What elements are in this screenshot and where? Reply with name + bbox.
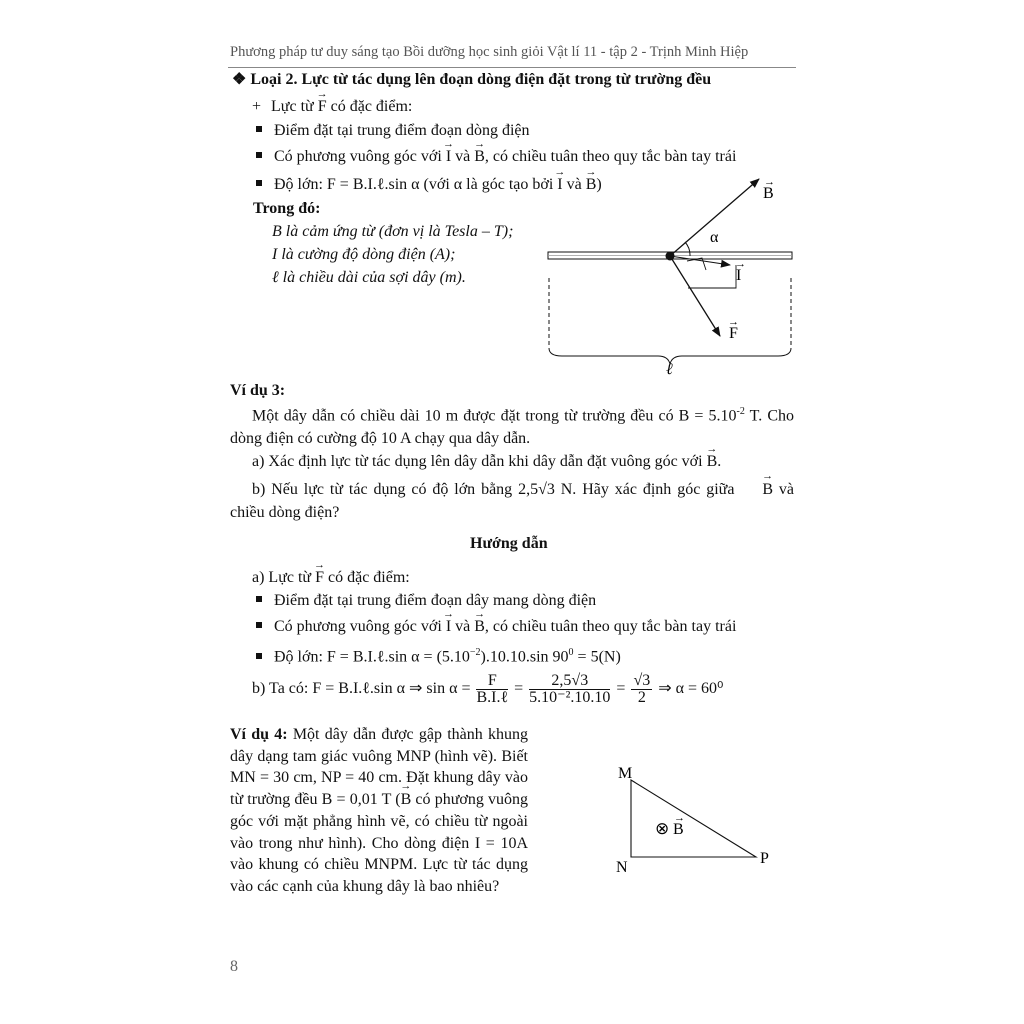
square-bullet-icon: [256, 596, 262, 602]
label-B: B: [763, 185, 774, 202]
triangle-MNP: [631, 780, 756, 857]
example3-title: Ví dụ 3:: [230, 382, 286, 399]
solution-intro: a) Lực từ → F có đặc điểm:: [252, 568, 410, 588]
example3-question-b: b) Nếu lực từ tác dụng có độ lớn bằng 2,5√3 N. Hãy xác định góc giữa → B và chiều dòng điện?: [230, 478, 794, 524]
diamond-bullet-icon: ❖: [232, 71, 247, 88]
solution-title: Hướng dẫn: [470, 535, 548, 552]
square-bullet-icon: [256, 180, 262, 186]
vector-B: → B: [401, 789, 412, 811]
vector-I: → I: [446, 617, 451, 637]
feature-magnitude: Độ lớn: F = B.I.ℓ.sin α (với α là góc tạo bởi → I và → B): [256, 175, 602, 195]
label-B: B: [673, 821, 684, 838]
vector-B: → B: [707, 452, 718, 472]
header-rule: [228, 67, 796, 68]
svg-text:→: →: [735, 258, 746, 270]
plus-bullet-icon: +: [252, 98, 262, 115]
svg-text:→: →: [728, 316, 739, 328]
where-line-B: B là cảm ứng từ (đơn vị là Tesla – T);: [272, 223, 514, 240]
label-length: ℓ: [666, 361, 673, 378]
fraction: $\frac{2,5√3}{\text{5.10⁻².10.10}}$: [529, 672, 611, 706]
section-title: Loại 2. Lực từ tác dụng lên đoạn dòng điện đặt trong từ trường đều: [250, 71, 712, 88]
svg-text:→: →: [674, 812, 685, 824]
solution-magnitude: Độ lớn: F = B.I.ℓ.sin $\alpha = (5.10^{-2}).10.10.\sin$ $90^0 = 5(N)$: [256, 643, 621, 667]
figure-triangle-frame: [600, 760, 790, 880]
figure-force-diagram: [540, 170, 802, 380]
square-bullet-icon: [256, 126, 262, 132]
label-I: I: [736, 267, 742, 284]
vector-I: → I: [557, 175, 562, 195]
example3-question-a: a) Xác định lực từ tác dụng lên dây dẫn khi dây dẫn đặt vuông góc với → B.: [252, 452, 721, 472]
square-bullet-icon: [256, 622, 262, 628]
vector-F: → F: [318, 97, 327, 117]
where-title: Trong đó:: [253, 200, 321, 217]
feature-point: Điểm đặt tại trung điểm đoạn dòng điện: [256, 121, 530, 141]
example4-text: Ví dụ 4: Một dây dẫn được gập thành khung dây dạng tam giác vuông MNP (hình vẽ). Biết MN = 30 cm, NP = 40 cm. Đặt khung dây vào từ trường đều B = 0,01 T (→ B có phương vuông góc với mặt phẳng hình vẽ, có chiều từ ngoài vào trong như hình). Cho dòng điện I = 10A vào khung có chiều MNPM. Lực từ tác dụng vào các cạnh của khung dây là bao nhiêu?: [230, 724, 528, 898]
section-title-line: [232, 70, 711, 90]
vector-B: → B: [474, 147, 485, 167]
solution-part-b: b) Ta có: F = B.I.ℓ.sin α ⇒ sin α = $\frac{F}{\text{B.I.ℓ}}$ = $\frac{2,5√3}{\text{5.10⁻².10.10}}$ = $\frac{√3}{2}$ ⇒ α = 60⁰: [252, 672, 724, 706]
vector-F: → F: [315, 568, 324, 588]
vector-F-arrow: [670, 256, 720, 336]
square-bullet-icon: [256, 653, 262, 659]
where-line-I: I là cường độ dòng điện (A);: [272, 246, 456, 263]
solution-point: Điểm đặt tại trung điểm đoạn dây mang dòng điện: [256, 591, 596, 611]
fraction: $\frac{√3}{2}$: [633, 672, 651, 706]
square-bullet-icon: [256, 152, 262, 158]
vector-B: → B: [740, 478, 773, 501]
where-line-l: ℓ là chiều dài của sợi dây (m).: [272, 269, 466, 286]
label-alpha: α: [710, 229, 719, 246]
label-N: N: [616, 859, 628, 876]
example4-title: Ví dụ 4:: [230, 726, 288, 743]
svg-text:→: →: [764, 176, 775, 188]
page-number: 8: [230, 958, 238, 975]
solution-direction: Có phương vuông góc với → I và → B, có chiều tuân theo quy tắc bàn tay trái: [256, 617, 736, 637]
vector-B: → B: [586, 175, 597, 195]
vector-I: → I: [446, 147, 451, 167]
fraction: $\frac{F}{\text{B.I.ℓ}}$: [476, 672, 509, 706]
vector-B: → B: [474, 617, 485, 637]
cross-into-page-icon: ⊗: [655, 819, 670, 838]
label-M: M: [618, 765, 633, 782]
label-P: P: [760, 850, 769, 867]
features-intro: + Lực từ → F có đặc điểm:: [252, 97, 412, 117]
example3-text: Một dây dẫn có chiều dài 10 m được đặt trong từ trường đều có $B = 5.10^{-2}$ T. Cho dòng điện có cường độ 10 A chạy qua dây dẫn.: [230, 406, 795, 448]
running-header: Phương pháp tư duy sáng tạo Bồi dưỡng học sinh giỏi Vật lí 11 - tập 2 - Trịnh Minh Hiệp: [230, 44, 749, 60]
label-F: F: [729, 325, 738, 342]
feature-direction: Có phương vuông góc với → I và → B, có chiều tuân theo quy tắc bàn tay trái: [256, 147, 736, 167]
right-angle-mark: [688, 265, 736, 288]
